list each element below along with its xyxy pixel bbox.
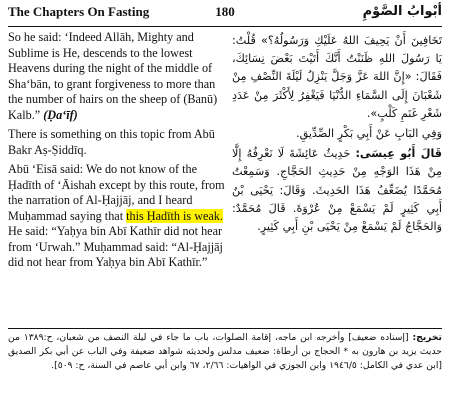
highlighted-text: this Ḥadīth is weak. bbox=[126, 208, 223, 223]
arabic-paragraph-3 bbox=[232, 145, 442, 236]
arabic-paragraph-1: تَخَافِينَ أَنْ يَحِيفَ اللهُ عَلَيْكِ وَرَسُولُهُ؟» قُلْتُ: يَا رَسُولَ اللهِ ظَنَنْتُ أَنَّكَ أَتَيْتَ بَعْضَ نِسَائِكَ، فَقَالَ: «إِنَّ اللهَ عَزَّ وَجَلَّ يَنْزِلُ لَيْلَةَ النِّصْفِ مِنْ شَعْبَانَ إِلَى السَّمَاءِ الدُّنْيَا فَيَغْفِرُ لِأَكْثَرَ مِنْ عَدَدِ شَعْرِ غَنَمِ كَلْبٍ». bbox=[232, 34, 442, 120]
chapter-title-arabic: أبْوابُ الصَّوْمِ bbox=[362, 4, 442, 19]
page-header bbox=[8, 4, 442, 26]
english-text: Abū ‘Eisā said: We do not know of the Ḥadīth of ‘Āishah except by this route, from the narration of Al-Ḥajjāj, and I heard Muḥammad saying that bbox=[8, 162, 225, 223]
arabic-text: حَدِيثُ عَائِشَةَ لَا نَعْرِفُهُ إِلَّا مِنْ هَذَا الوَجْهِ مِنْ حَدِيثِ الحَجَّاجِ. وَسَمِعْتُ مُحَمَّدًا يُضَعِّفُ هَذَا الحَدِيثَ. وَقَالَ: يَحْيَى بْنُ أَبِي كَثِيرٍ لَمْ يَسْمَعْ مِنْ عُرْوَةَ. قَالَ مُحَمَّدٌ: وَالحَجَّاجُ لَمْ يَسْمَعْ مِنْ يَحْيَى بْنِ أَبِي كَثِيرٍ. bbox=[232, 147, 442, 234]
arabic-paragraph-2: وَفِي البَابِ عَنْ أَبِي بَكْرٍ الصِّدِّيقِ. bbox=[296, 127, 442, 141]
english-paragraph-3 bbox=[8, 162, 226, 271]
footnote-text: [إسناده ضعيف] وأخرجه ابن ماجه، إقامة الصلوات، باب ما جاء في ليلة النصف من شعبان، ح:١٣٨٩ من حديث يزيد بن هارون به * الحجاج بن أرطاة: ضعيف مدلس ولحديثه شواهد ضعيفة وفي الباب عن أبي بكر الصديق [ابن عدي في الكامل: ١٩٤٦/٥ وابن الجوزي في الواهيات: ٢/٦٦، ٦٧ وابن أبي عاصم في السنة، ح: ٥٠٩]. bbox=[8, 332, 442, 371]
footnote-rule bbox=[8, 328, 442, 329]
english-paragraph-2 bbox=[8, 127, 226, 158]
english-text: There is something on this topic from Abū Bakr Aṣ-Ṣiddīq. bbox=[8, 127, 215, 157]
page-number: 180 bbox=[215, 4, 235, 19]
hadith-grade: (Ḍa‘īf) bbox=[43, 107, 78, 122]
header-rule bbox=[8, 26, 442, 27]
english-text: He said: “Yaḥya bin Abī Kathīr did not hear from ‘Urwah.” Muḥammad said: “Al-Ḥajjāj did not hear from Yaḥya bin Abī Kathīr.” bbox=[8, 224, 223, 269]
arabic-column bbox=[232, 32, 442, 238]
chapter-title-english: The Chapters On Fasting bbox=[8, 4, 150, 19]
arabic-speaker: قَالَ أَبُو عِيسَى: bbox=[355, 147, 442, 161]
footnote-label: تخريج: bbox=[412, 332, 442, 343]
english-paragraph-1 bbox=[8, 30, 226, 123]
english-column bbox=[8, 30, 226, 275]
takhrij-footnote bbox=[8, 331, 442, 373]
english-text: So he said: ‘Indeed Allāh, Mighty and Sublime is He, descends to the lowest Heavens during the night of the middle of Sha‘bān, to grant forgiveness to more than the number of hairs on the sheep of (Banū) Kalb.” bbox=[8, 30, 218, 122]
